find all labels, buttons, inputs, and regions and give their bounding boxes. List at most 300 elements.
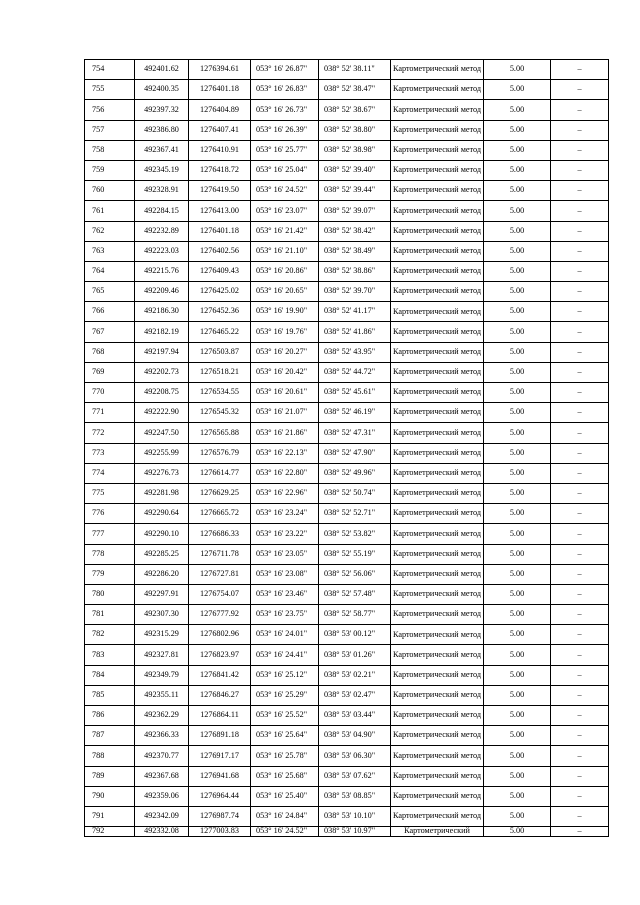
longitude-cell: 038° 53' 07.62" — [319, 766, 391, 786]
method-cell: Картометрический метод — [391, 221, 484, 241]
point-number-cell: 760 — [85, 181, 135, 201]
longitude-cell: 038° 52' 47.31" — [319, 423, 391, 443]
note-cell: – — [551, 302, 609, 322]
method-cell: Картометрический метод — [391, 544, 484, 564]
point-number-cell: 758 — [85, 140, 135, 160]
coord-x-cell: 492367.68 — [135, 766, 189, 786]
note-cell: – — [551, 504, 609, 524]
accuracy-cell: 5.00 — [484, 726, 551, 746]
accuracy-cell: 5.00 — [484, 181, 551, 201]
accuracy-cell: 5.00 — [484, 443, 551, 463]
coord-x-cell: 492366.33 — [135, 726, 189, 746]
point-number-cell: 774 — [85, 463, 135, 483]
note-cell: – — [551, 241, 609, 261]
note-cell: – — [551, 160, 609, 180]
coord-x-cell: 492286.20 — [135, 564, 189, 584]
method-cell: Картометрический метод — [391, 645, 484, 665]
coord-x-cell: 492285.25 — [135, 544, 189, 564]
accuracy-cell: 5.00 — [484, 685, 551, 705]
accuracy-cell: 5.00 — [484, 806, 551, 826]
table-row — [85, 746, 609, 766]
method-cell: Картометрический метод — [391, 665, 484, 685]
longitude-cell: 038° 53' 04.90" — [319, 726, 391, 746]
longitude-cell: 038° 52' 58.77" — [319, 605, 391, 625]
note-cell: – — [551, 584, 609, 604]
method-cell: Картометрический метод — [391, 423, 484, 443]
coord-y-cell: 1276987.74 — [189, 806, 251, 826]
method-cell: Картометрический метод — [391, 201, 484, 221]
coord-y-cell: 1276425.02 — [189, 282, 251, 302]
latitude-cell: 053° 16' 21.10" — [251, 241, 319, 261]
point-number-cell: 763 — [85, 241, 135, 261]
note-cell: – — [551, 221, 609, 241]
longitude-cell: 038° 53' 01.26" — [319, 645, 391, 665]
coord-y-cell: 1276841.42 — [189, 665, 251, 685]
accuracy-cell: 5.00 — [484, 605, 551, 625]
longitude-cell: 038° 53' 10.10" — [319, 806, 391, 826]
table-row — [85, 665, 609, 685]
latitude-cell: 053° 16' 25.12" — [251, 665, 319, 685]
coord-y-cell: 1276418.72 — [189, 160, 251, 180]
method-cell: Картометрический метод — [391, 584, 484, 604]
latitude-cell: 053° 16' 20.61" — [251, 383, 319, 403]
note-cell: – — [551, 80, 609, 100]
coord-x-cell: 492297.91 — [135, 584, 189, 604]
table-row — [85, 201, 609, 221]
coord-x-cell: 492215.76 — [135, 261, 189, 281]
longitude-cell: 038° 53' 06.30" — [319, 746, 391, 766]
longitude-cell: 038° 52' 43.95" — [319, 342, 391, 362]
coord-x-cell: 492307.30 — [135, 605, 189, 625]
accuracy-cell: 5.00 — [484, 544, 551, 564]
coord-x-cell: 492290.64 — [135, 504, 189, 524]
longitude-cell: 038° 53' 00.12" — [319, 625, 391, 645]
coord-y-cell: 1276465.22 — [189, 322, 251, 342]
coord-y-cell: 1276754.07 — [189, 584, 251, 604]
table-row — [85, 423, 609, 443]
coord-y-cell: 1276891.18 — [189, 726, 251, 746]
note-cell: – — [551, 685, 609, 705]
coord-y-cell: 1276941.68 — [189, 766, 251, 786]
point-number-cell: 769 — [85, 362, 135, 382]
point-number-cell: 787 — [85, 726, 135, 746]
coord-x-cell: 492349.79 — [135, 665, 189, 685]
accuracy-cell: 5.00 — [484, 140, 551, 160]
note-cell: – — [551, 605, 609, 625]
latitude-cell: 053° 16' 23.24" — [251, 504, 319, 524]
note-cell: – — [551, 282, 609, 302]
coord-x-cell: 492209.46 — [135, 282, 189, 302]
coord-x-cell: 492281.98 — [135, 483, 189, 503]
method-cell: Картометрический метод — [391, 120, 484, 140]
longitude-cell: 038° 52' 39.40" — [319, 160, 391, 180]
coord-x-cell: 492197.94 — [135, 342, 189, 362]
latitude-cell: 053° 16' 26.73" — [251, 100, 319, 120]
table-row — [85, 706, 609, 726]
coord-y-cell: 1276665.72 — [189, 504, 251, 524]
accuracy-cell: 5.00 — [484, 201, 551, 221]
point-number-cell: 770 — [85, 383, 135, 403]
coord-x-cell: 492362.29 — [135, 706, 189, 726]
latitude-cell: 053° 16' 20.86" — [251, 261, 319, 281]
point-number-cell: 759 — [85, 160, 135, 180]
method-cell: Картометрический метод — [391, 524, 484, 544]
table-body — [85, 60, 609, 837]
latitude-cell: 053° 16' 24.52" — [251, 181, 319, 201]
coord-y-cell: 1276413.00 — [189, 201, 251, 221]
latitude-cell: 053° 16' 23.75" — [251, 605, 319, 625]
coord-y-cell: 1276846.27 — [189, 685, 251, 705]
table-row — [85, 181, 609, 201]
coord-y-cell: 1276503.87 — [189, 342, 251, 362]
note-cell: – — [551, 261, 609, 281]
point-number-cell: 775 — [85, 483, 135, 503]
method-cell: Картометрический метод — [391, 181, 484, 201]
latitude-cell: 053° 16' 21.42" — [251, 221, 319, 241]
point-number-cell: 772 — [85, 423, 135, 443]
note-cell: – — [551, 342, 609, 362]
method-cell: Картометрический метод — [391, 362, 484, 382]
latitude-cell: 053° 16' 25.78" — [251, 746, 319, 766]
coord-y-cell: 1276802.96 — [189, 625, 251, 645]
accuracy-cell: 5.00 — [484, 261, 551, 281]
note-cell: – — [551, 827, 609, 837]
accuracy-cell: 5.00 — [484, 786, 551, 806]
longitude-cell: 038° 52' 38.49" — [319, 241, 391, 261]
accuracy-cell: 5.00 — [484, 827, 551, 837]
latitude-cell: 053° 16' 20.42" — [251, 362, 319, 382]
longitude-cell: 038° 52' 38.86" — [319, 261, 391, 281]
point-number-cell: 756 — [85, 100, 135, 120]
coord-y-cell: 1276409.43 — [189, 261, 251, 281]
latitude-cell: 053° 16' 24.41" — [251, 645, 319, 665]
accuracy-cell: 5.00 — [484, 100, 551, 120]
longitude-cell: 038° 52' 38.80" — [319, 120, 391, 140]
latitude-cell: 053° 16' 23.22" — [251, 524, 319, 544]
method-cell: Картометрический метод — [391, 766, 484, 786]
point-number-cell: 764 — [85, 261, 135, 281]
accuracy-cell: 5.00 — [484, 625, 551, 645]
method-cell: Картометрический метод — [391, 504, 484, 524]
longitude-cell: 038° 53' 02.47" — [319, 685, 391, 705]
accuracy-cell: 5.00 — [484, 746, 551, 766]
table-row — [85, 221, 609, 241]
coord-y-cell: 1276823.97 — [189, 645, 251, 665]
latitude-cell: 053° 16' 25.77" — [251, 140, 319, 160]
coord-y-cell: 1276711.78 — [189, 544, 251, 564]
coord-x-cell: 492202.73 — [135, 362, 189, 382]
point-number-cell: 788 — [85, 746, 135, 766]
longitude-cell: 038° 52' 41.17" — [319, 302, 391, 322]
coord-y-cell: 1276419.50 — [189, 181, 251, 201]
coord-x-cell: 492397.32 — [135, 100, 189, 120]
accuracy-cell: 5.00 — [484, 504, 551, 524]
latitude-cell: 053° 16' 24.01" — [251, 625, 319, 645]
accuracy-cell: 5.00 — [484, 423, 551, 443]
accuracy-cell: 5.00 — [484, 362, 551, 382]
longitude-cell: 038° 52' 38.47" — [319, 80, 391, 100]
table-row — [85, 685, 609, 705]
note-cell: – — [551, 423, 609, 443]
table-row — [85, 322, 609, 342]
accuracy-cell: 5.00 — [484, 564, 551, 584]
longitude-cell: 038° 52' 38.98" — [319, 140, 391, 160]
table-row — [85, 342, 609, 362]
point-number-cell: 780 — [85, 584, 135, 604]
longitude-cell: 038° 52' 53.82" — [319, 524, 391, 544]
coord-y-cell: 1276576.79 — [189, 443, 251, 463]
note-cell: – — [551, 544, 609, 564]
coord-x-cell: 492232.89 — [135, 221, 189, 241]
accuracy-cell: 5.00 — [484, 766, 551, 786]
point-number-cell: 771 — [85, 403, 135, 423]
longitude-cell: 038° 52' 38.42" — [319, 221, 391, 241]
accuracy-cell: 5.00 — [484, 120, 551, 140]
point-number-cell: 792 — [85, 827, 135, 837]
longitude-cell: 038° 52' 56.06" — [319, 564, 391, 584]
longitude-cell: 038° 52' 46.19" — [319, 403, 391, 423]
longitude-cell: 038° 52' 44.72" — [319, 362, 391, 382]
table-row — [85, 100, 609, 120]
method-cell: Картометрический метод — [391, 726, 484, 746]
latitude-cell: 053° 16' 19.90" — [251, 302, 319, 322]
latitude-cell: 053° 16' 25.68" — [251, 766, 319, 786]
point-number-cell: 754 — [85, 60, 135, 80]
accuracy-cell: 5.00 — [484, 60, 551, 80]
method-cell: Картометрический метод — [391, 342, 484, 362]
point-number-cell: 781 — [85, 605, 135, 625]
table-row — [85, 463, 609, 483]
coord-y-cell: 1276404.89 — [189, 100, 251, 120]
method-cell: Картометрический метод — [391, 140, 484, 160]
table-row — [85, 645, 609, 665]
coord-x-cell: 492367.41 — [135, 140, 189, 160]
note-cell: – — [551, 100, 609, 120]
coord-x-cell: 492186.30 — [135, 302, 189, 322]
latitude-cell: 053° 16' 26.39" — [251, 120, 319, 140]
note-cell: – — [551, 645, 609, 665]
coord-y-cell: 1276964.44 — [189, 786, 251, 806]
latitude-cell: 053° 16' 21.86" — [251, 423, 319, 443]
coord-y-cell: 1276410.91 — [189, 140, 251, 160]
point-number-cell: 785 — [85, 685, 135, 705]
method-cell: Картометрический метод — [391, 322, 484, 342]
coord-x-cell: 492359.06 — [135, 786, 189, 806]
point-number-cell: 784 — [85, 665, 135, 685]
note-cell: – — [551, 625, 609, 645]
longitude-cell: 038° 53' 02.21" — [319, 665, 391, 685]
accuracy-cell: 5.00 — [484, 241, 551, 261]
point-number-cell: 765 — [85, 282, 135, 302]
table-row — [85, 60, 609, 80]
longitude-cell: 038° 52' 38.11" — [319, 60, 391, 80]
table-row — [85, 443, 609, 463]
note-cell: – — [551, 564, 609, 584]
table-row — [85, 726, 609, 746]
note-cell: – — [551, 403, 609, 423]
point-number-cell: 789 — [85, 766, 135, 786]
method-cell: Картометрический метод — [391, 564, 484, 584]
method-cell: Картометрический метод — [391, 160, 484, 180]
table-row — [85, 806, 609, 826]
latitude-cell: 053° 16' 20.27" — [251, 342, 319, 362]
method-cell: Картометрический метод — [391, 383, 484, 403]
coord-x-cell: 492355.11 — [135, 685, 189, 705]
method-cell: Картометрический метод — [391, 605, 484, 625]
point-number-cell: 778 — [85, 544, 135, 564]
table-row — [85, 504, 609, 524]
table-row — [85, 827, 609, 837]
note-cell: – — [551, 463, 609, 483]
table-row — [85, 261, 609, 281]
note-cell: – — [551, 120, 609, 140]
table-row — [85, 403, 609, 423]
longitude-cell: 038° 52' 50.74" — [319, 483, 391, 503]
table-row — [85, 362, 609, 382]
note-cell: – — [551, 766, 609, 786]
coord-x-cell: 492345.19 — [135, 160, 189, 180]
coord-x-cell: 492223.03 — [135, 241, 189, 261]
longitude-cell: 038° 52' 39.70" — [319, 282, 391, 302]
note-cell: – — [551, 524, 609, 544]
latitude-cell: 053° 16' 23.46" — [251, 584, 319, 604]
method-cell: Картометрический метод — [391, 806, 484, 826]
longitude-cell: 038° 52' 57.48" — [319, 584, 391, 604]
coord-y-cell: 1276917.17 — [189, 746, 251, 766]
longitude-cell: 038° 52' 41.86" — [319, 322, 391, 342]
coord-x-cell: 492327.81 — [135, 645, 189, 665]
coord-y-cell: 1276401.18 — [189, 80, 251, 100]
method-cell: Картометрический метод — [391, 80, 484, 100]
table-row — [85, 241, 609, 261]
accuracy-cell: 5.00 — [484, 665, 551, 685]
coord-x-cell: 492276.73 — [135, 463, 189, 483]
accuracy-cell: 5.00 — [484, 282, 551, 302]
table-row — [85, 605, 609, 625]
coord-y-cell: 1277003.83 — [189, 827, 251, 837]
accuracy-cell: 5.00 — [484, 463, 551, 483]
table-row — [85, 544, 609, 564]
coord-x-cell: 492284.15 — [135, 201, 189, 221]
accuracy-cell: 5.00 — [484, 483, 551, 503]
coord-x-cell: 492290.10 — [135, 524, 189, 544]
latitude-cell: 053° 16' 25.52" — [251, 706, 319, 726]
table-row — [85, 625, 609, 645]
accuracy-cell: 5.00 — [484, 645, 551, 665]
coord-x-cell: 492386.80 — [135, 120, 189, 140]
coord-x-cell: 492370.77 — [135, 746, 189, 766]
method-cell: Картометрический метод — [391, 685, 484, 705]
point-number-cell: 777 — [85, 524, 135, 544]
accuracy-cell: 5.00 — [484, 403, 551, 423]
note-cell: – — [551, 383, 609, 403]
method-cell: Картометрический метод — [391, 483, 484, 503]
longitude-cell: 038° 52' 52.71" — [319, 504, 391, 524]
longitude-cell: 038° 52' 55.19" — [319, 544, 391, 564]
latitude-cell: 053° 16' 25.40" — [251, 786, 319, 806]
table-row — [85, 282, 609, 302]
coord-y-cell: 1276401.18 — [189, 221, 251, 241]
method-cell: Картометрический метод — [391, 100, 484, 120]
coord-y-cell: 1276614.77 — [189, 463, 251, 483]
table-row — [85, 483, 609, 503]
point-number-cell: 755 — [85, 80, 135, 100]
coord-x-cell: 492247.50 — [135, 423, 189, 443]
table-row — [85, 160, 609, 180]
point-number-cell: 773 — [85, 443, 135, 463]
longitude-cell: 038° 52' 47.90" — [319, 443, 391, 463]
point-number-cell: 791 — [85, 806, 135, 826]
accuracy-cell: 5.00 — [484, 706, 551, 726]
coord-y-cell: 1276394.61 — [189, 60, 251, 80]
longitude-cell: 038° 53' 03.44" — [319, 706, 391, 726]
longitude-cell: 038° 53' 08.85" — [319, 786, 391, 806]
accuracy-cell: 5.00 — [484, 342, 551, 362]
point-number-cell: 779 — [85, 564, 135, 584]
coord-y-cell: 1276777.92 — [189, 605, 251, 625]
table-row — [85, 80, 609, 100]
accuracy-cell: 5.00 — [484, 80, 551, 100]
method-cell: Картометрический метод — [391, 746, 484, 766]
accuracy-cell: 5.00 — [484, 302, 551, 322]
point-number-cell: 761 — [85, 201, 135, 221]
point-number-cell: 768 — [85, 342, 135, 362]
latitude-cell: 053° 16' 22.13" — [251, 443, 319, 463]
method-cell: Картометрический — [391, 827, 484, 837]
latitude-cell: 053° 16' 24.84" — [251, 806, 319, 826]
coord-x-cell: 492332.08 — [135, 827, 189, 837]
coord-x-cell: 492328.91 — [135, 181, 189, 201]
note-cell: – — [551, 726, 609, 746]
note-cell: – — [551, 665, 609, 685]
coord-y-cell: 1276518.21 — [189, 362, 251, 382]
coord-x-cell: 492401.62 — [135, 60, 189, 80]
point-number-cell: 782 — [85, 625, 135, 645]
latitude-cell: 053° 16' 20.65" — [251, 282, 319, 302]
note-cell: – — [551, 443, 609, 463]
coord-y-cell: 1276407.41 — [189, 120, 251, 140]
method-cell: Картометрический метод — [391, 302, 484, 322]
table-row — [85, 524, 609, 544]
coord-y-cell: 1276534.55 — [189, 383, 251, 403]
coordinates-table — [84, 59, 609, 837]
coord-y-cell: 1276686.33 — [189, 524, 251, 544]
longitude-cell: 038° 52' 49.96" — [319, 463, 391, 483]
point-number-cell: 786 — [85, 706, 135, 726]
longitude-cell: 038° 52' 45.61" — [319, 383, 391, 403]
coord-y-cell: 1276629.25 — [189, 483, 251, 503]
method-cell: Картометрический метод — [391, 786, 484, 806]
note-cell: – — [551, 322, 609, 342]
point-number-cell: 767 — [85, 322, 135, 342]
note-cell: – — [551, 201, 609, 221]
accuracy-cell: 5.00 — [484, 383, 551, 403]
method-cell: Картометрический метод — [391, 60, 484, 80]
latitude-cell: 053° 16' 23.08" — [251, 564, 319, 584]
coord-x-cell: 492222.90 — [135, 403, 189, 423]
coord-y-cell: 1276402.56 — [189, 241, 251, 261]
latitude-cell: 053° 16' 25.29" — [251, 685, 319, 705]
latitude-cell: 053° 16' 26.83" — [251, 80, 319, 100]
table-row — [85, 140, 609, 160]
table-row — [85, 766, 609, 786]
latitude-cell: 053° 16' 24.52" — [251, 827, 319, 837]
point-number-cell: 766 — [85, 302, 135, 322]
latitude-cell: 053° 16' 22.80" — [251, 463, 319, 483]
latitude-cell: 053° 16' 26.87" — [251, 60, 319, 80]
table-row — [85, 584, 609, 604]
method-cell: Картометрический метод — [391, 261, 484, 281]
